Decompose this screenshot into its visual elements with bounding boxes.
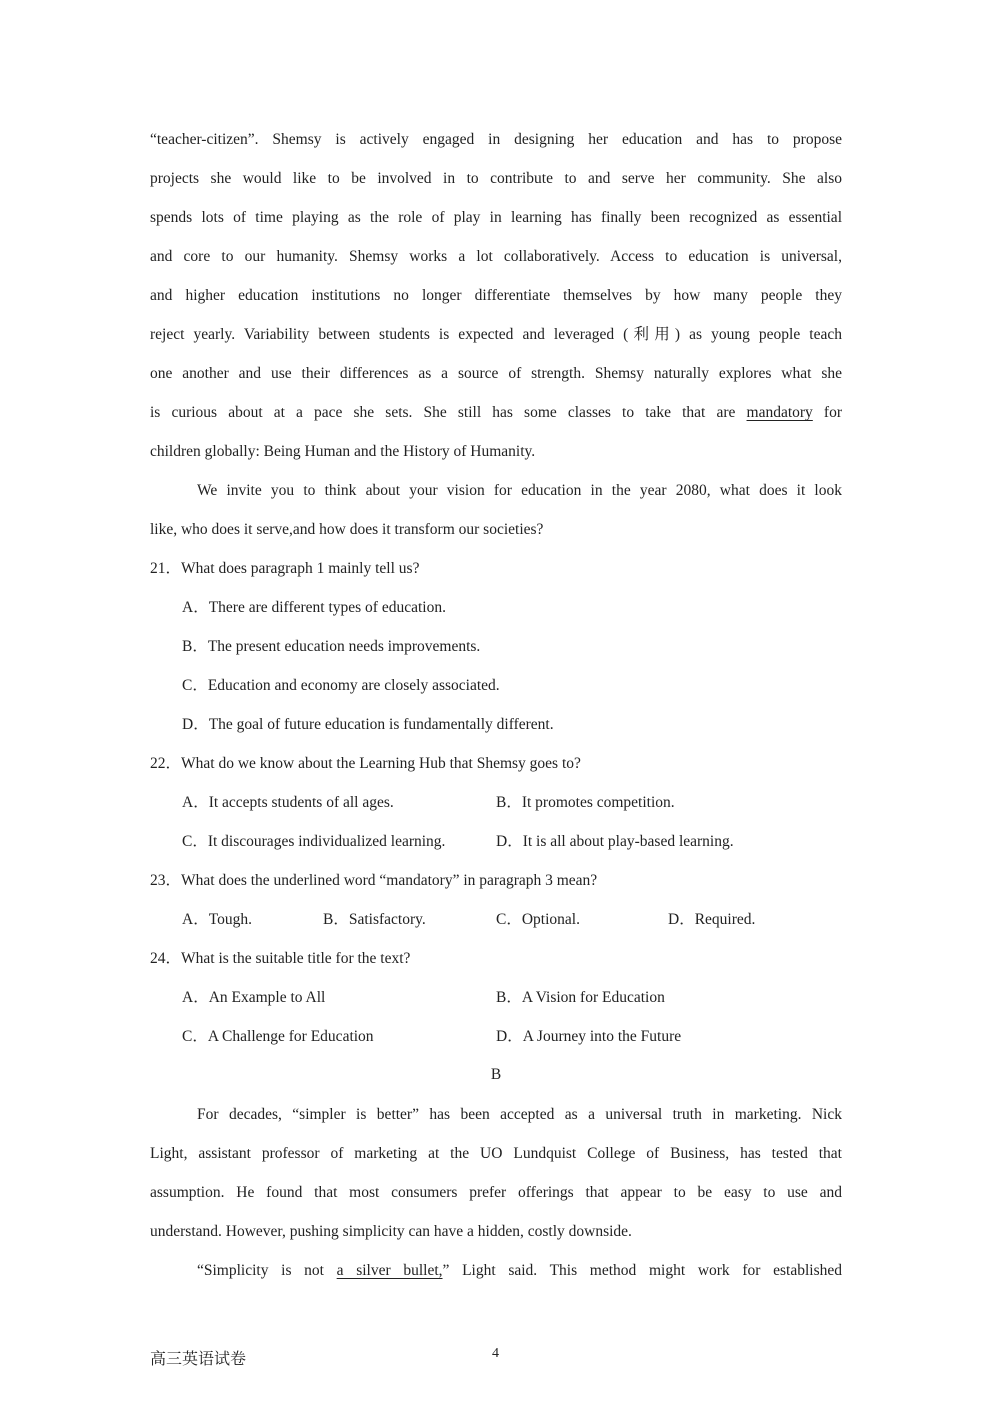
passage-b-line-1: For decades, “simpler is better” has been accepted as a universal truth in marketing. Nick	[197, 1106, 842, 1123]
q21-option-c[interactable]: C．Education and economy are closely associated.	[182, 677, 500, 694]
passage-a-line-7: one another and use their differences as a source of strength. Shemsy naturally explores what she	[150, 365, 842, 382]
q24-option-d[interactable]: D．A Journey into the Future	[496, 1028, 682, 1045]
q24-option-b[interactable]: B．A Vision for Education	[496, 989, 665, 1006]
underlined-phrase-silver-bullet: a silver bullet,	[336, 1262, 443, 1279]
closing-line-2: like, who does it serve,and how does it transform our societies?	[150, 521, 544, 538]
line-text: is curious about at a pace she sets. She still has some classes to take that are	[150, 404, 747, 421]
q23-option-b[interactable]: B．Satisfactory.	[323, 911, 426, 928]
q22-option-a[interactable]: A．It accepts students of all ages.	[182, 794, 394, 811]
passage-b-line-5	[197, 1261, 842, 1281]
section-b-heading: B	[490, 1066, 502, 1083]
passage-a-line-1: “teacher-citizen”. Shemsy is actively engaged in designing her education and has to propose	[150, 131, 842, 148]
underlined-word-mandatory: mandatory	[746, 404, 813, 421]
passage-b-line-4: understand. However, pushing simplicity can have a hidden, costly downside.	[150, 1223, 632, 1240]
q21-option-a[interactable]: A．There are different types of education.	[182, 599, 446, 616]
q24-option-c[interactable]: C．A Challenge for Education	[182, 1028, 374, 1045]
q22-option-c[interactable]: C．It discourages individualized learning.	[182, 833, 446, 850]
line-text: for	[812, 404, 842, 421]
line-text: “Simplicity is not	[197, 1262, 337, 1279]
q24-option-a[interactable]: A．An Example to All	[182, 989, 326, 1006]
q21-option-b[interactable]: B．The present education needs improvements.	[182, 638, 481, 655]
closing-line-1: We invite you to think about your vision for education in the year 2080, what does it look	[197, 482, 842, 499]
passage-a-line-6: reject yearly. Variability between students is expected and leveraged (利用) as young people teach	[150, 326, 842, 343]
passage-a-line-2: projects she would like to be involved in to contribute to and serve her community. She also	[150, 170, 842, 187]
passage-a-line-5: and higher education institutions no longer differentiate themselves by how many people they	[150, 287, 842, 304]
question-23-stem: 23．What does the underlined word “mandatory” in paragraph 3 mean?	[150, 872, 598, 889]
question-21-stem: 21．What does paragraph 1 mainly tell us?	[150, 560, 420, 577]
q22-option-d[interactable]: D．It is all about play-based learning.	[496, 833, 734, 850]
passage-a-line-3: spends lots of time playing as the role of play in learning has finally been recognized as essential	[150, 209, 842, 226]
passage-a-line-8	[150, 403, 842, 423]
question-24-stem: 24．What is the suitable title for the text?	[150, 950, 411, 967]
q22-option-b[interactable]: B．It promotes competition.	[496, 794, 675, 811]
passage-a-line-9: children globally: Being Human and the History of Humanity.	[150, 443, 536, 460]
q21-option-d[interactable]: D．The goal of future education is fundamentally different.	[182, 716, 554, 733]
passage-b-line-2: Light, assistant professor of marketing at the UO Lundquist College of Business, has tested that	[150, 1145, 842, 1162]
passage-a-line-4: and core to our humanity. Shemsy works a lot collaboratively. Access to education is universal,	[150, 248, 842, 265]
q23-option-d[interactable]: D．Required.	[668, 911, 756, 928]
question-22-stem: 22．What do we know about the Learning Hub that Shemsy goes to?	[150, 755, 581, 772]
line-text: ” Light said. This method might work for established	[442, 1262, 842, 1279]
q23-option-c[interactable]: C．Optional.	[496, 911, 580, 928]
q23-option-a[interactable]: A．Tough.	[182, 911, 252, 928]
page-number: 4	[492, 1346, 499, 1361]
footer-exam-title: 高三英语试卷	[150, 1349, 247, 1368]
passage-b-line-3: assumption. He found that most consumers prefer offerings that appear to be easy to use and	[150, 1184, 842, 1201]
